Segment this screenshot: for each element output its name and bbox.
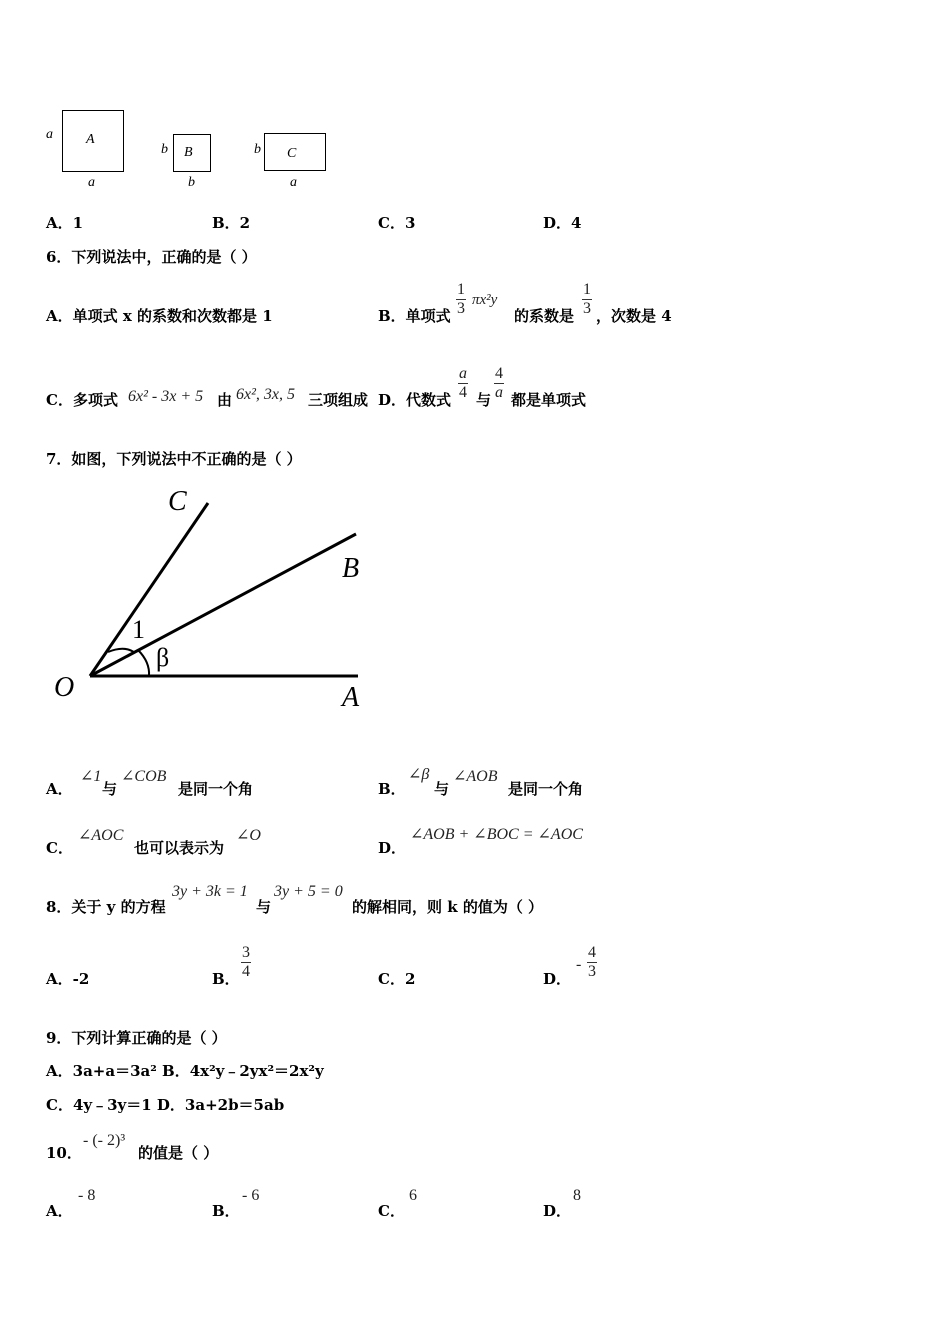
q8-prefix: 8．关于 y 的方程 [46,898,166,916]
q5-option-a: A．1 [46,214,84,232]
arc-angle-beta [138,650,149,676]
q6-b-middle: 的系数是 [514,307,575,325]
q6-b-fraction [456,281,466,318]
q7-a-suffix: 是同一个角 [178,780,254,798]
q7-c-math-1: ∠AOC [78,827,124,844]
q6-option-b-prefix: B．单项式 [378,307,451,325]
q10-prefix: 10． [46,1144,82,1162]
rect-c-left-side: b [254,142,261,157]
q10-d-value: 8 [573,1187,581,1204]
q6-b-fraction-2 [582,281,592,318]
q7-option-a-prefix: A． [46,780,73,798]
square-a-label: A [86,132,95,147]
q7-option-c-prefix: C． [46,839,73,857]
q8-equation-1: 3y + 3k = 1 [172,883,248,900]
q7-stem: 7．如图，下列说法中不正确的是（ ） [46,450,302,468]
q6-b-suffix: ，次数是 4 [596,307,672,325]
q10-option-a-prefix: A． [46,1202,73,1220]
q8-d-sign: - [576,956,582,973]
q7-option-b-prefix: B． [378,780,406,798]
q8-option-a: A．-2 [46,970,90,988]
q6-d-middle: 与 [476,391,492,409]
q7-option-d-prefix: D． [378,839,407,857]
q8-b-den: 4 [242,963,250,980]
q10-option-c-prefix: C． [378,1202,405,1220]
q7-b-middle: 与 [434,780,450,798]
q10-b-value: - 6 [242,1187,260,1204]
q7-d-math: ∠AOB + ∠BOC = ∠AOC [410,826,583,843]
q8-option-d-prefix: D． [543,970,572,988]
q8-b-fraction [241,944,251,981]
q8-d-num: 4 [588,944,596,961]
q6-stem: 6．下列说法中，正确的是（ ） [46,248,257,266]
q10-suffix: 的值是（ ） [138,1144,219,1162]
q6-b-frac-num: 1 [457,281,465,298]
q10-c-value: 6 [409,1187,417,1204]
q7-b-math-2: ∠AOB [453,768,498,785]
q6-c-middle: 由 [217,391,233,409]
square-b-label: B [184,145,193,160]
q5-option-c: C．3 [378,214,416,232]
label-a: A [342,682,360,713]
q10-option-d-prefix: D． [543,1202,572,1220]
q7-a-math-1: ∠1 [80,768,102,785]
label-o: O [54,672,75,703]
q8-b-num: 3 [242,944,250,961]
q5-option-d: D．4 [543,214,582,232]
q6-c-terms: 6x², 3x, 5 [236,386,295,403]
q6-d-fraction [458,365,468,402]
square-b-left-side: b [161,142,168,157]
q7-c-middle: 也可以表示为 [134,839,225,857]
square-a-bottom-side: a [88,175,95,190]
label-c: C [168,486,187,517]
q9-options-line-1: A．3a+a＝3a² B．4x²y﹣2yx²＝2x²y [46,1062,324,1080]
label-beta: β [156,643,170,672]
q8-d-fraction [587,944,597,981]
q8-suffix: 的解相同，则 k 的值为（ ） [352,898,544,916]
arc-angle-1 [108,649,135,653]
q9-options-line-2: C．4y﹣3y＝1 D．3a+2b＝5ab [46,1096,285,1114]
rect-c-label: C [287,146,297,161]
q8-middle: 与 [256,898,272,916]
q7-b-suffix: 是同一个角 [508,780,584,798]
q6-d-frac2-den: a [495,384,503,401]
q8-option-b-prefix: B． [212,970,240,988]
q6-option-a: A．单项式 x 的系数和次数都是 1 [46,307,273,325]
q10-option-b-prefix: B． [212,1202,240,1220]
q5-option-b: B．2 [212,214,251,232]
square-b-bottom-side: b [188,175,195,190]
label-b: B [342,553,360,584]
q6-b-expression: πx²y [472,292,498,308]
ray-oc [90,503,208,676]
q10-a-value: - 8 [78,1187,96,1204]
square-a-left-side: a [46,127,53,142]
q6-c-suffix: 三项组成 [308,391,369,409]
q9-stem: 9．下列计算正确的是（ ） [46,1029,227,1047]
q7-c-math-2: ∠O [236,827,261,844]
q6-b-frac2-num: 1 [583,281,591,298]
q6-c-expression: 6x² - 3x + 5 [128,388,204,405]
q6-option-d-prefix: D．代数式 [378,391,452,409]
q6-b-frac-den: 3 [457,300,465,317]
ray-ob [90,534,356,676]
rect-c-bottom-side: a [290,175,297,190]
q8-option-c: C．2 [378,970,416,988]
q6-d-frac-den: 4 [459,384,467,401]
q7-a-math-2: ∠COB [121,768,167,785]
q6-d-frac2-num: 4 [495,365,503,382]
q8-d-den: 3 [588,963,596,980]
q7-b-math-1: ∠β [408,766,430,783]
q7-a-middle: 与 [102,780,118,798]
q6-option-c-prefix: C．多项式 [46,391,118,409]
q6-b-frac2-den: 3 [583,300,591,317]
angle-figure [46,480,376,730]
q10-expression: - (- 2)³ [83,1132,126,1149]
q6-d-frac-num: a [459,365,467,382]
label-angle-1: 1 [132,615,145,644]
q8-equation-2: 3y + 5 = 0 [274,883,343,900]
q6-d-suffix: 都是单项式 [511,391,587,409]
q6-d-fraction-2 [494,365,504,402]
